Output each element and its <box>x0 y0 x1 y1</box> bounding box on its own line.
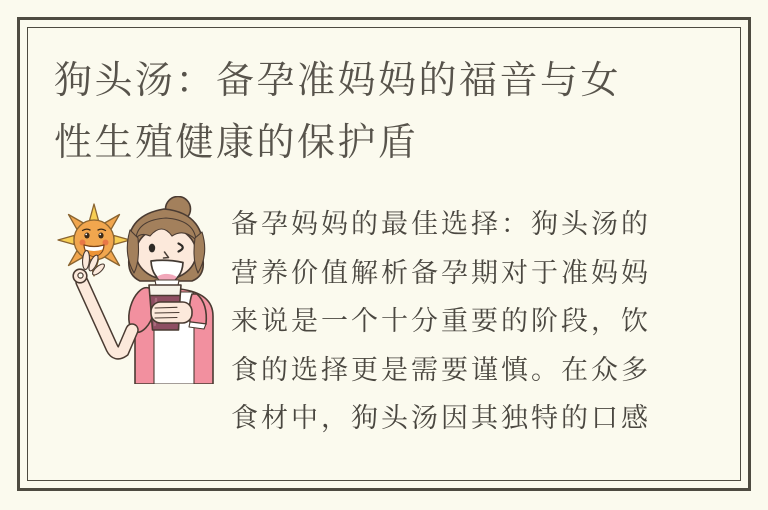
article-body-text: 备孕妈妈的最佳选择：狗头汤的营养价值解析备孕期对于准妈妈来说是一个十分重要的阶段，饮食的选择更是需要谨慎。在众多食材中，狗头汤因其独特的口感 <box>231 209 651 433</box>
holding-hand <box>151 302 192 323</box>
open-eye <box>149 244 155 253</box>
article-illustration-woman-and-sun-icon <box>56 196 224 384</box>
article-title: 狗头汤：备孕准妈妈的福音与女性生殖健康的保护盾 <box>54 60 622 164</box>
ok-gesture-arm <box>73 250 132 353</box>
